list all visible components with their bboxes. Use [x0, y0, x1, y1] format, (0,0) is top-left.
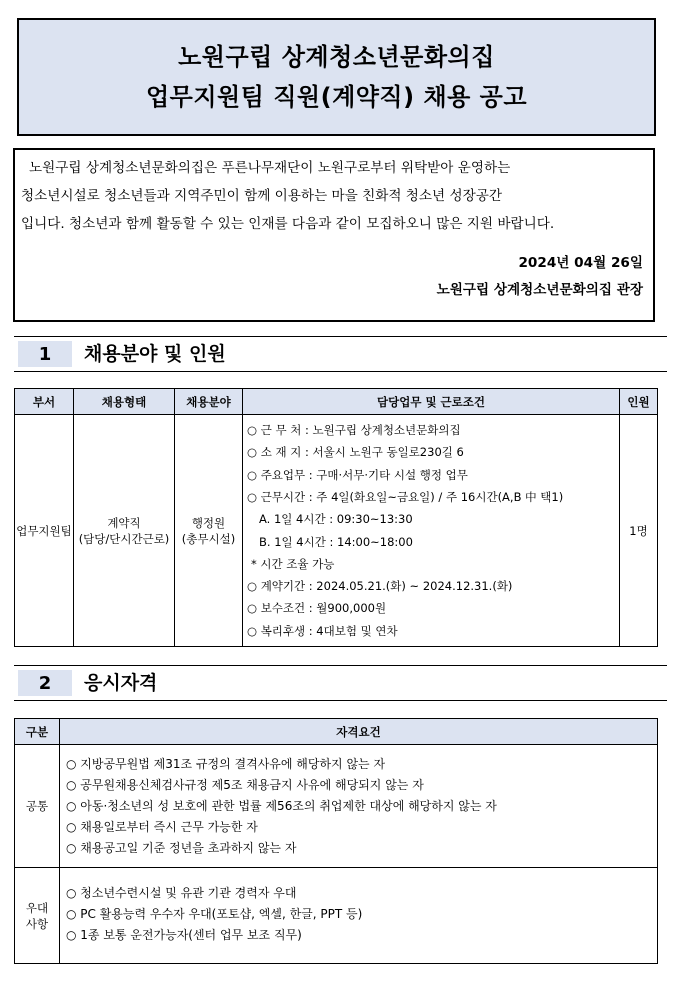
- cell-type: [74, 415, 175, 647]
- duty-item: B. 1일 4시간 : 14:00~18:00: [259, 534, 413, 549]
- header-count: 인원: [620, 389, 658, 415]
- intro-line-3: 입니다. 청소년과 함께 활동할 수 있는 인재를 다음과 같이 모집하오니 많은 지원 바랍니다.: [21, 216, 555, 232]
- cell-duties: [243, 415, 620, 647]
- section-2-number: 2: [18, 670, 72, 696]
- header-type: 채용형태: [74, 389, 175, 415]
- cell-field: [175, 415, 243, 647]
- requirement-item: ○ PC 활용능력 우수자 우대(포토샵, 엑셀, 한글, PPT 등): [66, 907, 363, 921]
- section-2-heading: [14, 665, 667, 701]
- header-dept: 부서: [15, 389, 74, 415]
- section-1-heading: [14, 336, 667, 372]
- duty-item: ○ 주요업무 : 구매·서무·기타 시설 행정 업무: [247, 467, 468, 482]
- qualification-table: [14, 718, 658, 964]
- intro-line-1: 노원구립 상계청소년문화의집은 푸른나무재단이 노원구로부터 위탁받아 운영하는: [29, 160, 511, 176]
- cell-count: 1명: [620, 415, 658, 647]
- duty-item: ○ 복리후생 : 4대보험 및 연차: [247, 623, 398, 638]
- cell-dept: 업무지원팀: [15, 415, 74, 647]
- duty-item: * 시간 조율 가능: [251, 556, 335, 571]
- cell-field-line-1: 행정원: [191, 515, 226, 530]
- announcement-date: 2024년 04월 26일: [518, 255, 643, 271]
- table-row: [15, 415, 658, 647]
- cell-preferred-requirements: [60, 868, 658, 964]
- requirement-item: ○ 채용일로부터 즉시 근무 가능한 자: [66, 819, 258, 834]
- signature: 노원구립 상계청소년문화의집 관장: [436, 282, 643, 298]
- duty-item: ○ 소 재 지 : 서울시 노원구 동일로230길 6: [247, 445, 464, 460]
- cell-field-line-2: (총무시설): [181, 531, 236, 546]
- cell-common-label: 공통: [15, 745, 60, 868]
- requirement-item: ○ 채용공고일 기준 정년을 초과하지 않는 자: [66, 840, 297, 855]
- duty-item: ○ 근 무 처 : 노원구립 상계청소년문화의집: [247, 423, 461, 438]
- table-row: [15, 868, 658, 964]
- qualification-header-row: [15, 719, 658, 745]
- duty-item: A. 1일 4시간 : 09:30~13:30: [259, 512, 413, 527]
- cell-type-line-2: (담당/단시간근로): [78, 531, 170, 546]
- requirement-item: ○ 청소년수련시설 및 유관 기관 경력자 우대: [66, 886, 297, 900]
- title-box: [17, 18, 656, 136]
- preferred-label-line-2: 사항: [25, 916, 49, 931]
- recruitment-header-row: [15, 389, 658, 415]
- duty-item: ○ 근무시간 : 주 4일(화요일~금요일) / 주 16시간(A,B 中 택1): [247, 489, 564, 504]
- requirement-item: ○ 아동·청소년의 성 보호에 관한 법률 제56조의 취업제한 대상에 해당하지 않는 자: [66, 798, 497, 813]
- requirement-item: ○ 지방공무원법 제31조 규정의 결격사유에 해당하지 않는 자: [66, 756, 386, 771]
- section-2-title: 응시자격: [84, 672, 158, 694]
- cell-common-requirements: [60, 745, 658, 868]
- header-field: 채용분야: [175, 389, 243, 415]
- table-row: [15, 745, 658, 868]
- duty-item: ○ 계약기간 : 2024.05.21.(화) ~ 2024.12.31.(화): [247, 579, 513, 594]
- header-duty: 담당업무 및 근로조건: [243, 389, 620, 415]
- section-1-number: 1: [18, 341, 72, 367]
- intro-line-2: 청소년시설로 청소년들과 지역주민이 함께 이용하는 마을 친화적 청소년 성장공간: [21, 188, 503, 204]
- duty-item: ○ 보수조건 : 월900,000원: [247, 601, 387, 616]
- title-line-2: 업무지원팀 직원(계약직) 채용 공고: [145, 83, 528, 111]
- cell-preferred-label: [15, 868, 60, 964]
- title-line-1: 노원구립 상계청소년문화의집: [178, 43, 495, 71]
- preferred-label-line-1: 우대: [25, 900, 49, 915]
- requirement-item: ○ 공무원채용신체검사규정 제5조 채용금지 사유에 해당되지 않는 자: [66, 777, 424, 792]
- header-requirements: 자격요건: [60, 719, 658, 745]
- cell-type-line-1: 계약직: [107, 515, 141, 530]
- intro-box: [13, 148, 655, 322]
- header-category: 구분: [15, 719, 60, 745]
- recruitment-table: [14, 388, 658, 647]
- requirement-item: ○ 1종 보통 운전가능자(센터 업무 보조 직무): [66, 928, 302, 942]
- section-1-title: 채용분야 및 인원: [84, 343, 226, 365]
